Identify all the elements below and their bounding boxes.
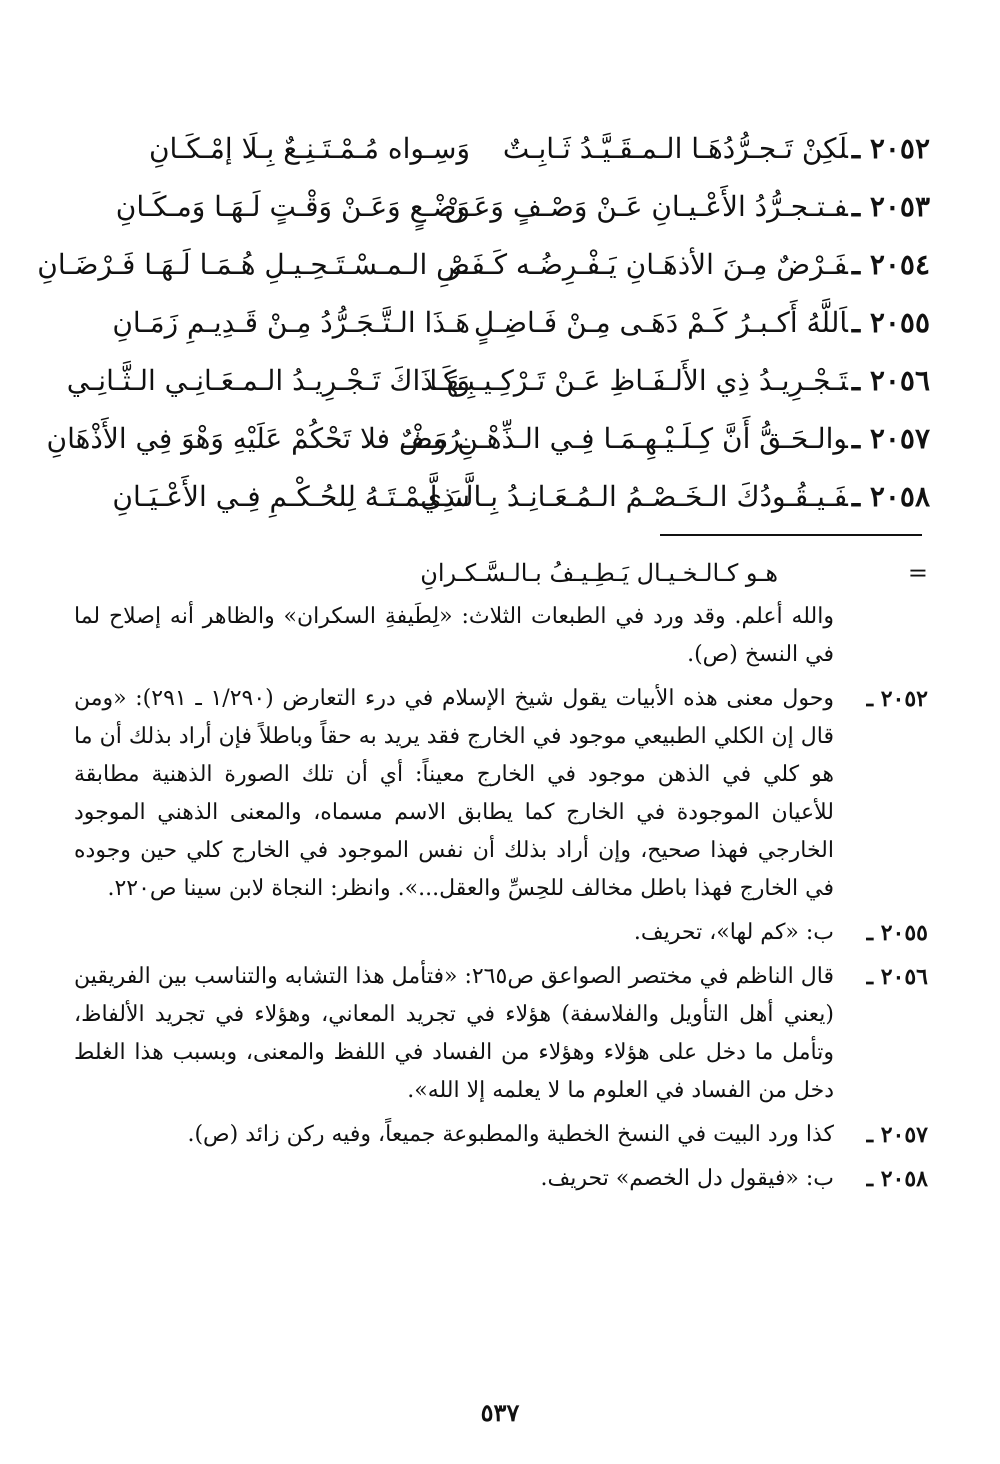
footnote-number: ٢٠٥٨ ـ [866, 1166, 928, 1192]
footnote-number: ٢٠٥٥ ـ [866, 920, 928, 946]
footnote-text: والله أعلم. وقد ورد في الطبعات الثلاث: «لِطَيفةِ السكران» والظاهر أنه إصلاح لما في النسخ (ص). [74, 604, 834, 667]
verse-second-hemistich: ـرُوضٌ فلا تَحْكُمْ عَلَيْهِ وَهْوَ فِي الأَذْهَانِ [46, 422, 470, 455]
verse-second-hemistich: سَـلَّـمْـتَـهُ لِلحُـكْـمِ فِـي الأَعْـيَـانِ [112, 480, 470, 513]
verse-block [37, 120, 930, 526]
verse-row [70, 294, 930, 352]
footnote-text: ب: «فيقول دل الخصم» تحريف. [540, 1166, 834, 1191]
footnote-text: كذا ورد البيت في النسخ الخطية والمطبوعة جميعاً، وفيه ركن زائد (ص). [187, 1122, 834, 1147]
footnote-separator-rule [660, 534, 922, 536]
verse-first-hemistich [444, 178, 930, 236]
verse-first-hemistich [490, 120, 930, 178]
verse-text: تَـجْـرِيـدُ ذِي الأَلـفَـاظِ عَـنْ تَـرْكِـيـبِـهَـا [429, 364, 848, 397]
quoted-verse: هـو كـالـخـيـال يَـطِـيـفُ بـالـسَّـكـرانِ [420, 559, 778, 587]
verse-row [70, 178, 930, 236]
verse-second-hemistich: وَسِـواه مُـمْـتَـنِـعٌ بِـلَا إمْـكَـانِ [148, 132, 470, 165]
verse-row [66, 352, 930, 410]
verse-text: فـتـجـرُّدُ الأَعْـيـانِ عَـنْ وَصْـفٍ وَعَـنْ [444, 190, 848, 223]
verse-text: اَللَّهُ أَكـبـرُ كَـمْ دَهَـى مِـنْ فَـاضِـلٍ [473, 306, 848, 339]
page-number: ٥٣٧ [480, 1398, 520, 1427]
verse-second-hemistich: وَكَـذَاكَ تَـجْـرِيـدُ الـمـعَـانِـي الـثَّـانِـي [66, 364, 470, 397]
verse-number: ٢٠٥٢ ـ [851, 132, 930, 165]
verse-number: ٢٠٥٧ ـ [851, 422, 930, 455]
footnote-item [74, 1116, 928, 1154]
verse-number: ٢٠٥٤ ـ [851, 248, 930, 281]
verse-second-hemistich: هَـذَا الـتَّـجَـرُّدُ مِـنْ قَـدِيـمِ زَمَـانِ [112, 306, 470, 339]
footnote-item [74, 680, 928, 908]
footnote-number: ٢٠٥٧ ـ [866, 1122, 928, 1148]
footnote-text: وحول معنى هذه الأبيات يقول شيخ الإسلام في درء التعارض (١/٢٩٠ ـ ٢٩١): «ومن قال إن الكلي الطبيعي موجود في الخارج فقد يريد به حقاً وباطلاً فإن أراد بذلك أن ما هو كلي في الذهن موجود في الخارج معيناً: أي أن تلك الصورة الذهنية مطابقة للأعيان الموجودة في الخارج كما يطابق الاسم مسماه، والمعنى الذهني الموجود الخارجي فهذا صحيح، وإن أراد بذلك أن نفس الموجود في الخارج كلي حين وجوده في الخارج فهذا باطل مخالف للحِسِّ والعقل...». وانظر: النجاة لابن سينا ص٢٢٠. [74, 686, 834, 901]
footnote-item [74, 958, 928, 1110]
footnote-continuation [74, 598, 928, 674]
footnote-item [74, 914, 928, 952]
verse-second-hemistich: ضِ الـمـسْـتَـحِـيـلِ هُـمَـا لَـهَـا فَـرْضَـانِ [37, 248, 470, 281]
verse-text: لَكِنْ تَـجـرُّدُهَـا الـمـقَـيَّـدُ ثَـابِـتٌ [502, 132, 848, 165]
continuation-mark: = [907, 559, 928, 587]
verse-text: والـحَـقُّ أَنَّ كِـلَـيْـهِـمَـا فِـي الـذِّهْـنِ مَـفْـ [402, 422, 848, 455]
verse-row [37, 236, 930, 294]
footnote-number: ٢٠٥٢ ـ [866, 686, 928, 712]
footnotes-section [74, 554, 928, 1204]
verse-text: فَـيـقُـودُكَ الـخَـصْـمُ الـمُـعَـانِـدُ بِـالَّـذِي [420, 480, 848, 513]
verse-number: ٢٠٥٨ ـ [851, 480, 930, 513]
verse-number: ٢٠٥٣ ـ [851, 190, 930, 223]
verse-first-hemistich [473, 294, 930, 352]
footnote-continuation-verse [74, 554, 928, 592]
verse-second-hemistich: وَضْـعٍ وَعَـنْ وَقْـتٍ لَـهَـا وَمـكَـانِ [115, 190, 470, 223]
footnote-item [74, 1160, 928, 1198]
footnote-text: ب: «كم لها»، تحريف. [633, 920, 834, 945]
verse-first-hemistich [429, 352, 930, 410]
verse-first-hemistich [420, 468, 930, 526]
verse-row [46, 410, 930, 468]
verse-number: ٢٠٥٦ ـ [851, 364, 930, 397]
verse-number: ٢٠٥٥ ـ [851, 306, 930, 339]
verse-first-hemistich [447, 236, 930, 294]
verse-row [70, 468, 930, 526]
footnote-number: ٢٠٥٦ ـ [866, 964, 928, 990]
verse-row [70, 120, 930, 178]
verse-first-hemistich [402, 410, 930, 468]
footnote-text: قال الناظم في مختصر الصواعق ص٢٦٥: «فتأمل هذا التشابه والتناسب بين الفريقين (يعني أهل التأويل والفلاسفة) هؤلاء في تجريد المعاني، وهؤلاء في تجريد الألفاظ، وتأمل ما دخل على هؤلاء وهؤلاء من الفساد في اللفظ والمعنى، وبسبب هذا الغلط دخل من الفساد في العلوم ما لا يعلمه إلا الله». [74, 964, 834, 1103]
verse-text: فَـرْضٌ مِـنَ الأذهَـانِ يَـفْـرِضُـه كَـفَـرْ [447, 248, 848, 281]
